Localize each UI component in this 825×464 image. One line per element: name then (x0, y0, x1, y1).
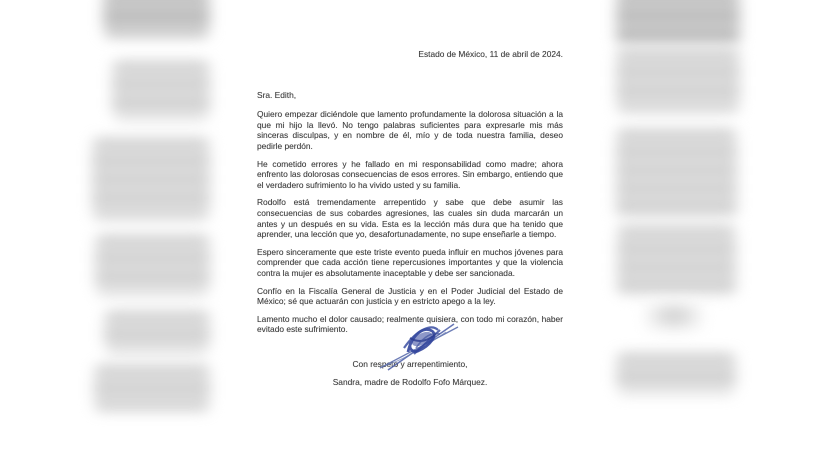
letter-salutation: Sra. Edith, (257, 89, 297, 100)
letter-date-line: Estado de México, 11 de abril de 2024. (418, 49, 563, 59)
letter-paragraph: Confío en la Fiscalía General de Justicia y en el Poder Judicial del Estado de México; sé que actuarán con justicia y en estricto apego a la ley. (257, 285, 563, 307)
blurred-text-block (94, 366, 210, 410)
blurred-text-block (92, 139, 210, 218)
letter-signer-line: Sandra, madre de Rodolfo Fofo Márquez. (332, 377, 488, 388)
blurred-text-block (112, 62, 210, 119)
letter-document (257, 49, 563, 388)
letter-paragraph: Rodolfo está tremendamente arrepentido y sabe que debe asumir las consecuencias de sus cobardes agresiones, las cuales sin duda marcarán un antes y un después en su vida. Esta es la lección más dura que ha tenido que aprender, una lección que yo, desafortunadamente, no supe enseñarle a tiempo. (257, 197, 563, 240)
blurred-text-block (616, 50, 740, 111)
letter-paragraph: Quiero empezar diciéndole que lamento profundamente la dolorosa situación a la que mi hijo la llevó. No tengo palabras suficientes para expresarle mis más sinceras disculpas, y en nombre de él, mío y de toda nuestra familia, deseo pedirle perdón. (257, 109, 563, 151)
blurred-text-block (95, 236, 210, 294)
letter-paragraph: He cometido errores y he fallado en mi responsabilidad como madre; ahora enfrento las dolorosas consecuencias de esos errores. Sin embargo, entiendo que el verdadero sufrimiento lo ha vivido usted y su familia. (257, 158, 563, 190)
letter-paragraph: Espero sinceramente que este triste evento pueda influir en muchos jóvenes para comprender que cada acción tiene repercusiones importantes y que la violencia contra la mujer es absolutamente inaceptable y debe ser sancionada. (257, 246, 563, 278)
blurred-text-block (616, 354, 736, 393)
blurred-text-block (616, 0, 740, 44)
letter-paragraph: Lamento mucho el dolor causado; realmente quisiera, con todo mi corazón, haber evitado este sufrimiento. (257, 313, 563, 335)
letter-closing-line: Con respeto y arrepentimiento, (352, 358, 468, 369)
blurred-text-block (645, 301, 703, 331)
blurred-text-block (104, 312, 210, 352)
blurred-text-block (103, 0, 210, 36)
blurred-text-block (616, 130, 737, 218)
blurred-text-block (617, 227, 736, 295)
